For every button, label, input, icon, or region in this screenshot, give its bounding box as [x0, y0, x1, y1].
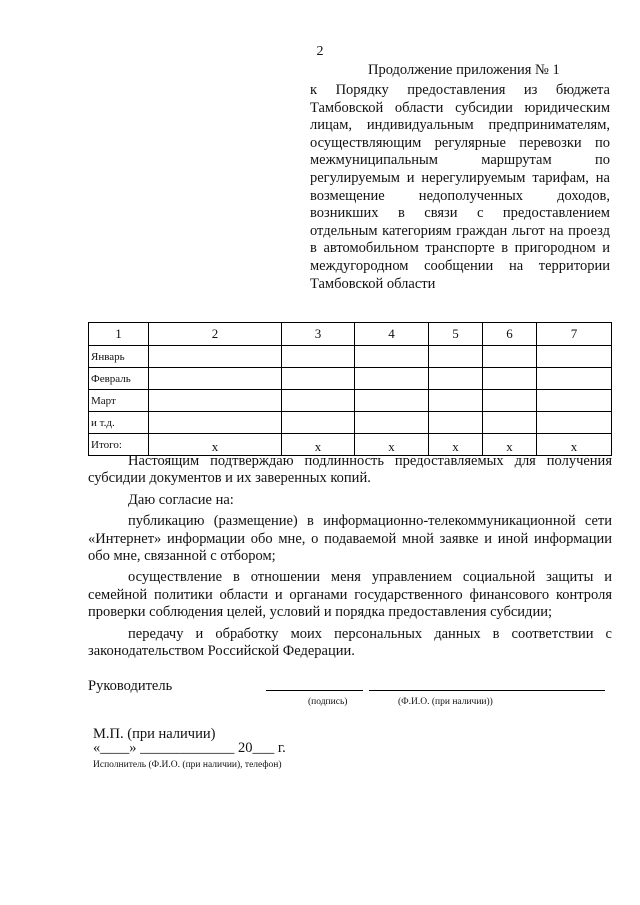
table-cell: [355, 368, 429, 390]
table-cell: Март: [89, 390, 149, 412]
table-cell: x: [282, 434, 355, 456]
table-header-cell: 3: [282, 323, 355, 346]
table-row: [89, 390, 612, 412]
table-cell: [537, 412, 612, 434]
header-text: к Порядку предоставления из бюджета Тамбовской области субсидии юридическим лицам, индивидуальным предпринимателям, осуществляющим регулярные перевозки по межмуниципальным маршрутам по регулируемым и нерегулируемым тарифам, на возмещение недополученных доходов, возникших в связи с предоставлением отдельным категориям граждан льгот на проезд в автомобильном транспорте в пригородном и междугородном сообщении на территории Тамбовской области: [310, 82, 610, 292]
table-header-cell: 7: [537, 323, 612, 346]
table-cell: и т.д.: [89, 412, 149, 434]
stamp-label: М.П. (при наличии): [93, 726, 216, 742]
table-cell: Январь: [89, 346, 149, 368]
table-cell: x: [429, 434, 483, 456]
table-header-cell: 5: [429, 323, 483, 346]
table-header-row: [89, 323, 612, 346]
name-caption: (Ф.И.О. (при наличии)): [398, 697, 493, 707]
signature-caption: (подпись): [308, 697, 348, 707]
signature-line: [266, 690, 363, 691]
table-cell: [429, 346, 483, 368]
page-number: 2: [316, 44, 324, 59]
table-cell: [149, 390, 282, 412]
table-cell: x: [355, 434, 429, 456]
table-row: [89, 368, 612, 390]
signature-label: Руководитель: [88, 678, 173, 694]
table-cell: [282, 368, 355, 390]
table-cell: [282, 390, 355, 412]
data-table: [88, 322, 612, 456]
paragraph: передачу и обработку моих персональных данных в соответствии с законодательством Российской Федерации.: [88, 625, 612, 660]
table-cell: [483, 368, 537, 390]
table-cell: [429, 368, 483, 390]
table-header-cell: 6: [483, 323, 537, 346]
table-cell: x: [149, 434, 282, 456]
table-cell: Февраль: [89, 368, 149, 390]
table-cell: [282, 346, 355, 368]
table-cell: Итого:: [89, 434, 149, 456]
table-cell: [483, 390, 537, 412]
signature-block: [88, 678, 612, 718]
table-row: [89, 346, 612, 368]
table-cell: [355, 346, 429, 368]
table-cell: x: [483, 434, 537, 456]
paragraph: Даю согласие на:: [128, 491, 234, 508]
table-cell: [355, 412, 429, 434]
paragraph: Настоящим подтверждаю подлинность предоставляемых для получения субсидии документов и их заверенных копий.: [88, 453, 612, 487]
table-cell: [537, 368, 612, 390]
paragraph: осуществление в отношении меня управлением социальной защиты и семейной политики области и органами государственного финансового контроля проверки соблюдения целей, условий и порядка предоставления субсидии;: [88, 569, 612, 621]
table-cell: [282, 412, 355, 434]
table-cell: [149, 346, 282, 368]
table-row: [89, 412, 612, 434]
paragraph: публикацию (размещение) в информационно-телекоммуникационной сети «Интернет» информации обо мне, о подаваемой мной заявке и иной информации обо мне, связанной с отбором;: [88, 513, 612, 565]
table-cell: [149, 368, 282, 390]
table-cell: [149, 412, 282, 434]
executor-label: Исполнитель (Ф.И.О. (при наличии), телефон): [93, 760, 282, 770]
name-line: [369, 690, 605, 691]
table-cell: [483, 346, 537, 368]
table-cell: [429, 412, 483, 434]
table-cell: x: [537, 434, 612, 456]
date-line: «____» _____________ 20___ г.: [93, 740, 286, 756]
table-cell: [429, 390, 483, 412]
table-cell: [537, 390, 612, 412]
table-cell: [355, 390, 429, 412]
table-header-cell: 1: [89, 323, 149, 346]
table-cell: [483, 412, 537, 434]
consent-text: [88, 453, 612, 664]
continuation-title: Продолжение приложения № 1: [368, 62, 560, 78]
table-header-cell: 4: [355, 323, 429, 346]
table-cell: [537, 346, 612, 368]
table-header-cell: 2: [149, 323, 282, 346]
